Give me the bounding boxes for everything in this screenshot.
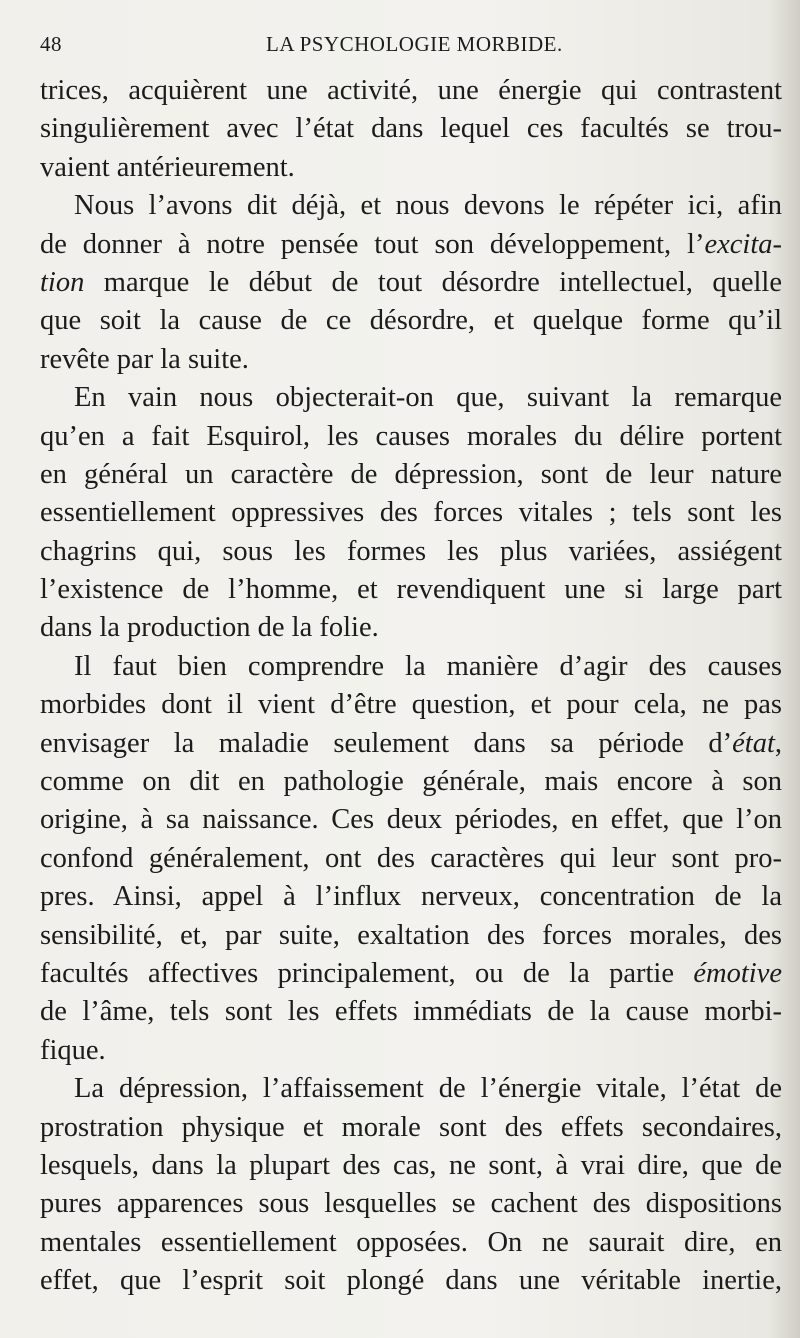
text-line: pures apparences sous lesquelles se cachent des dispositions [40,1188,782,1220]
text-line [40,725,782,763]
running-title: LA PSYCHOLOGIE MORBIDE. [266,32,563,56]
text-line [40,264,782,302]
text-line: En vain nous objecterait-on que, suivant la remarque [74,382,782,414]
text-line: fique. [40,1034,106,1066]
page-header [40,28,780,64]
body-text [40,72,782,1301]
text-line: vaient antérieurement. [40,151,295,183]
text-line [40,226,782,264]
text-line: singulièrement avec l’état dans lequel ces facultés se trou- [40,113,782,145]
text-segment: marque le début de tout désordre intellectuel, quelle [84,266,782,298]
text-line: Nous l’avons dit déjà, et nous devons le répéter ici, afin [74,190,782,222]
text-line: effet, que l’esprit soit plongé dans une véritable inertie, [40,1265,782,1297]
text-line: pres. Ainsi, appel à l’influx nerveux, concentration de la [40,881,782,913]
text-line: dans la production de la folie. [40,612,379,644]
italic-term: excita- [704,228,782,260]
text-line: morbides dont il vient d’être question, et pour cela, ne pas [40,689,782,721]
text-line: prostration physique et morale sont des effets secondaires, [40,1111,782,1143]
text-line: chagrins qui, sous les formes les plus variées, assiégent [40,535,782,567]
text-line: de l’âme, tels sont les effets immédiats de la cause morbi- [40,996,782,1028]
text-segment: de donner à notre pensée tout son développement, l’ [40,228,705,260]
text-line: essentiellement oppressives des forces vitales ; tels sont les [40,497,782,529]
page-number: 48 [40,32,62,56]
text-line: revête par la suite. [40,343,249,375]
text-line: l’existence de l’homme, et revendiquent une si large part [40,574,782,606]
text-line: origine, à sa naissance. Ces deux périodes, en effet, que l’on [40,804,782,836]
text-line: confond généralement, ont des caractères qui leur sont pro- [40,842,782,874]
text-line: trices, acquièrent une activité, une énergie qui contrastent [40,75,782,106]
text-line: que soit la cause de ce désordre, et quelque forme qu’il [40,305,782,337]
text-line: Il faut bien comprendre la manière d’agir des causes [74,650,782,682]
text-line: La dépression, l’affaissement de l’énergie vitale, l’état de [74,1073,782,1105]
italic-term: état [732,727,775,759]
italic-term: tion [40,266,85,298]
text-line: mentales essentiellement opposées. On ne saurait dire, en [40,1226,782,1258]
text-line [40,955,782,993]
italic-term: émotive [693,957,782,989]
text-segment: facultés affectives principalement, ou de la partie [40,957,694,989]
text-line: sensibilité, et, par suite, exaltation des forces morales, des [40,919,782,951]
text-line: en général un caractère de dépression, sont de leur nature [40,458,782,490]
text-line: lesquels, dans la plupart des cas, ne sont, à vrai dire, que de [40,1149,782,1181]
text-segment: , [774,727,782,759]
text-line: qu’en a fait Esquirol, les causes morales du délire portent [40,420,782,452]
text-line: comme on dit en pathologie générale, mais encore à son [40,766,782,798]
text-segment: envisager la maladie seulement dans sa période d’ [40,727,733,759]
